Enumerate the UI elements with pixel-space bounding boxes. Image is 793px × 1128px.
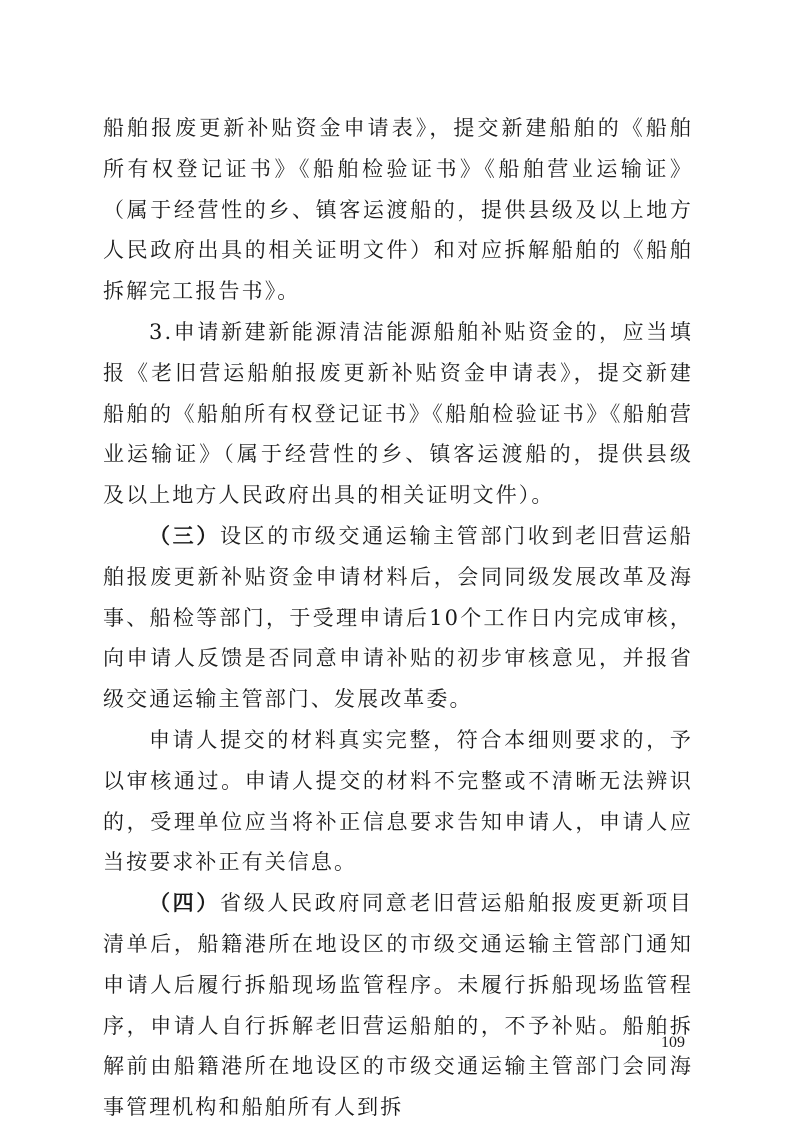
body-text (103, 108, 693, 1128)
paragraph-text: 3.申请新建新能源清洁能源船舶补贴资金的，应当填报《老旧营运船舶报废更新补贴资金申请表》，提交新建船舶的《船舶所有权登记证书》《船舶检验证书》《船舶营业运输证》（属于经营性的乡、镇客运渡船的，提供县级及以上地方人民政府出具的相关证明文件）。 (103, 319, 693, 508)
paragraph-section-3 (103, 516, 693, 720)
paragraph-continuation (103, 108, 693, 312)
paragraph-review (103, 720, 693, 883)
paragraph-text: 申请人提交的材料真实完整，符合本细则要求的，予以审核通过。申请人提交的材料不完整或不清晰无法辨识的，受理单位应当将补正信息要求告知申请人，申请人应当按要求补正有关信息。 (103, 727, 693, 875)
paragraph-text: 设区的市级交通运输主管部门收到老旧营运船舶报废更新补贴资金申请材料后，会同同级发展改革及海事、船检等部门，于受理申请后10个工作日内完成审核，向申请人反馈是否同意申请补贴的初步审核意见，并报省级交通运输主管部门、发展改革委。 (103, 523, 693, 712)
section-heading: （四） (149, 890, 221, 916)
paragraph-text: 省级人民政府同意老旧营运船舶报废更新项目清单后，船籍港所在地设区的市级交通运输主管部门通知申请人后履行拆船现场监管程序。未履行拆船现场监管程序，申请人自行拆解老旧营运船舶的，不予补贴。船舶拆解前由船籍港所在地设区的市级交通运输主管部门会同海事管理机构和船舶所有人到拆 (103, 891, 693, 1120)
paragraph-section-4 (103, 883, 693, 1128)
section-heading: （三） (149, 522, 221, 548)
paragraph-item-3 (103, 312, 693, 516)
page-number: 109 (661, 1034, 685, 1051)
paragraph-text: 船舶报废更新补贴资金申请表》，提交新建船舶的《船舶所有权登记证书》《船舶检验证书》《船舶营业运输证》（属于经营性的乡、镇客运渡船的，提供县级及以上地方人民政府出具的相关证明文件）和对应拆解船舶的《船舶拆解完工报告书》。 (103, 116, 693, 304)
